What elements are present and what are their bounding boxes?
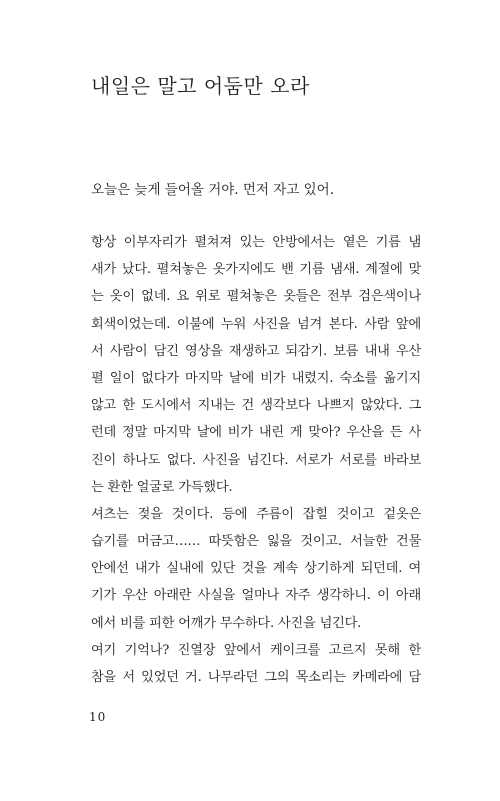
text-line: 여기 기억나? 진열장 앞에서 케이크를 고르지 못해 한 — [91, 642, 421, 658]
text-line: 습기를 머금고…… 따뜻함은 잃을 것이고. 서늘한 건물 — [91, 534, 421, 550]
body-text — [91, 229, 421, 691]
text-line: 는 환한 얼굴로 가득했다. — [91, 479, 233, 495]
text-line: 새가 났다. 펼쳐놓은 옷가지에도 밴 기름 냄새. 계절에 맞 — [91, 262, 421, 278]
text-line: 진이 하나도 없다. 사진을 넘긴다. 서로가 서로를 바라보 — [91, 452, 421, 468]
text-line: 펼 일이 없다가 마지막 날에 비가 내렸지. 숙소를 옮기지 — [91, 370, 421, 386]
text-line: 항상 이부자리가 펼쳐져 있는 안방에서는 옅은 기름 냄 — [91, 235, 421, 250]
text-line: 서 사람이 담긴 영상을 재생하고 되감기. 보름 내내 우산 — [91, 343, 421, 359]
text-line: 런데 정말 마지막 날에 비가 내린 게 맞아? 우산을 든 사 — [91, 425, 421, 441]
text-line: 회색이었는데. 이불에 누워 사진을 넘겨 본다. 사람 앞에 — [91, 316, 421, 332]
text-line: 않고 한 도시에서 지내는 건 생각보다 나쁘지 않았다. 그 — [91, 398, 421, 414]
text-line: 참을 서 있었던 거. 나무라던 그의 목소리는 카메라에 담 — [91, 670, 421, 685]
text-line: 셔츠는 젖을 것이다. 등에 주름이 잡힐 것이고 겉옷은 — [91, 506, 421, 522]
text-line: 는 옷이 없네. 요 위로 펼쳐놓은 옷들은 전부 검은색이나 — [91, 289, 421, 305]
text-line: 기가 우산 아래란 사실을 얼마나 자주 생각하니. 이 아래 — [91, 588, 421, 604]
epigraph: 오늘은 늦게 들어올 거야. 먼저 자고 있어. — [91, 182, 334, 198]
text-line: 에서 비를 피한 어깨가 무수하다. 사진을 넘긴다. — [91, 615, 362, 631]
page-number: 10 — [89, 710, 107, 724]
text-line: 안에선 내가 실내에 있단 것을 계속 상기하게 되던데. 여 — [91, 561, 421, 577]
chapter-title: 내일은 말고 어둠만 오라 — [91, 74, 310, 98]
